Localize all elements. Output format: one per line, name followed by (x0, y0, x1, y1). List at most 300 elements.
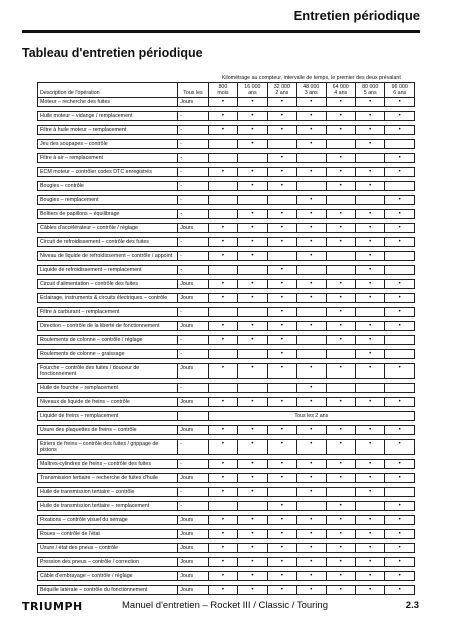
operation-frequency: - (178, 266, 208, 275)
col-desc-header: Description de l'opération (38, 83, 178, 98)
operation-frequency: Jours (178, 98, 208, 107)
interval-mark: • (326, 210, 355, 219)
table-row (38, 502, 415, 511)
interval-mark: • (208, 516, 237, 525)
interval-mark: • (238, 252, 267, 261)
operation-frequency: - (178, 182, 208, 191)
interval-mark: • (238, 488, 267, 497)
interval-mark: • (297, 516, 326, 525)
operation-description: Moteur – recherche des fuites (38, 98, 178, 107)
operation-description: Câbles d'accélérateur – contrôle / réglage (38, 224, 178, 233)
interval-mark: • (238, 558, 267, 567)
brand-logo: TRIUMPH (22, 600, 83, 613)
interval-mark: • (326, 280, 355, 289)
interval-mark: • (267, 280, 296, 289)
interval-mark: • (208, 294, 237, 303)
operation-description: Transmission tertiaire – recherche de fuites d'huile (38, 474, 178, 483)
interval-mark: • (267, 544, 296, 553)
interval-mark (385, 350, 415, 359)
interval-mark: • (385, 126, 415, 135)
interval-mark: • (355, 238, 384, 247)
interval-mark: • (326, 182, 355, 191)
row-gap (38, 595, 415, 600)
interval-mark: • (267, 238, 296, 247)
interval-mark: • (355, 266, 384, 275)
interval-mark (355, 308, 384, 317)
operation-frequency: Jours (178, 558, 208, 567)
interval-mark: • (326, 474, 355, 483)
operation-description: Niveaux de liquide de freins – contrôle (38, 398, 178, 407)
interval-time: 2 ans (275, 90, 289, 96)
interval-mark (297, 350, 326, 359)
operation-description: Circuit de refroidissement – contrôle des fuites (38, 238, 178, 247)
interval-mark: • (297, 426, 326, 435)
interval-mark (238, 308, 267, 317)
interval-km: 48 000 (303, 84, 320, 90)
table-row (38, 224, 415, 233)
interval-mark (297, 308, 326, 317)
operation-frequency: - (178, 350, 208, 359)
operation-description: Liquide de freins – remplacement (38, 412, 178, 421)
interval-time: 4 ans (334, 90, 348, 96)
operation-description: Maîtres-cylindres de freins – contrôle des fuites (38, 460, 178, 469)
interval-mark: • (208, 168, 237, 177)
interval-mark: • (267, 558, 296, 567)
operation-frequency: Jours (178, 224, 208, 233)
interval-mark: • (238, 322, 267, 331)
interval-header (385, 83, 415, 98)
interval-mark: • (238, 168, 267, 177)
interval-mark: • (208, 252, 237, 261)
interval-mark (355, 502, 384, 511)
operation-frequency: Jours (178, 530, 208, 539)
interval-mark (355, 196, 384, 205)
row-gap-cell (38, 595, 415, 600)
interval-mark: • (267, 460, 296, 469)
interval-mark (267, 140, 296, 149)
interval-mark: • (297, 224, 326, 233)
interval-mark: • (208, 586, 237, 595)
interval-mark: • (297, 112, 326, 121)
interval-time: mois (217, 90, 229, 96)
interval-mark: • (326, 586, 355, 595)
interval-mark (385, 266, 415, 275)
operation-description: Câble d'embrayage – contrôle / réglage (38, 572, 178, 581)
interval-mark: • (208, 126, 237, 135)
interval-mark: • (208, 224, 237, 233)
interval-mark: • (326, 168, 355, 177)
operation-description: Jeu des soupapes – contrôle (38, 140, 178, 149)
interval-mark: • (297, 168, 326, 177)
operation-frequency: - (178, 112, 208, 121)
interval-mark: • (238, 294, 267, 303)
operation-frequency: - (178, 168, 208, 177)
interval-mark (208, 196, 237, 205)
interval-mark: • (208, 112, 237, 121)
table-row (38, 126, 415, 135)
interval-mark: • (355, 252, 384, 261)
interval-mark (385, 336, 415, 345)
interval-mark: • (385, 398, 415, 407)
km-header: Kilométrage au compteur, intervalle de temps, le premier des deux prévalant (208, 74, 414, 83)
interval-mark: • (326, 322, 355, 331)
interval-mark: • (385, 586, 415, 595)
interval-mark (385, 140, 415, 149)
interval-mark: • (355, 210, 384, 219)
interval-mark: • (326, 544, 355, 553)
operation-description: Huile de fourche – remplacement (38, 384, 178, 393)
interval-mark: • (238, 126, 267, 135)
interval-mark (297, 266, 326, 275)
interval-mark: • (297, 572, 326, 581)
interval-mark: • (208, 398, 237, 407)
table-row (38, 140, 415, 149)
table-row (38, 440, 415, 455)
operation-frequency: - (178, 488, 208, 497)
interval-mark: • (267, 294, 296, 303)
operation-description: Filtre à carburant – remplacement (38, 308, 178, 317)
interval-mark: • (297, 530, 326, 539)
interval-mark (267, 488, 296, 497)
interval-mark: • (326, 440, 355, 455)
interval-mark (326, 140, 355, 149)
interval-mark: • (355, 460, 384, 469)
interval-mark: • (326, 238, 355, 247)
interval-mark: • (267, 426, 296, 435)
interval-mark: • (297, 210, 326, 219)
interval-mark: • (238, 530, 267, 539)
interval-mark: • (238, 112, 267, 121)
interval-mark: • (355, 322, 384, 331)
table-row (38, 154, 415, 163)
interval-mark: • (238, 182, 267, 191)
interval-mark (208, 154, 237, 163)
interval-mark: • (297, 398, 326, 407)
interval-mark (326, 196, 355, 205)
interval-mark: • (355, 586, 384, 595)
interval-mark: • (267, 398, 296, 407)
table-row (38, 544, 415, 553)
interval-mark: • (385, 154, 415, 163)
interval-mark: • (385, 440, 415, 455)
interval-mark: • (238, 224, 267, 233)
interval-mark: • (267, 126, 296, 135)
interval-mark: • (238, 586, 267, 595)
interval-mark: • (238, 364, 267, 379)
interval-mark: • (385, 502, 415, 511)
interval-mark: • (326, 426, 355, 435)
interval-mark: • (267, 98, 296, 107)
interval-mark: • (297, 384, 326, 393)
interval-header (326, 83, 355, 98)
interval-mark: • (267, 586, 296, 595)
operation-frequency: - (178, 384, 208, 393)
interval-mark: • (297, 280, 326, 289)
interval-mark (267, 384, 296, 393)
interval-mark: • (208, 544, 237, 553)
interval-mark: • (355, 294, 384, 303)
operation-frequency: Jours (178, 572, 208, 581)
interval-mark (355, 154, 384, 163)
interval-mark: • (326, 126, 355, 135)
interval-mark (238, 384, 267, 393)
interval-mark: • (267, 168, 296, 177)
interval-mark: • (355, 280, 384, 289)
interval-mark: • (267, 308, 296, 317)
interval-mark: • (267, 364, 296, 379)
interval-mark: • (208, 572, 237, 581)
interval-mark: • (385, 280, 415, 289)
interval-mark: • (297, 544, 326, 553)
interval-mark: • (267, 112, 296, 121)
interval-mark: • (238, 426, 267, 435)
operation-frequency: Jours (178, 516, 208, 525)
interval-mark (385, 252, 415, 261)
interval-mark: • (355, 440, 384, 455)
table-row (38, 168, 415, 177)
interval-mark: • (355, 98, 384, 107)
interval-mark: • (355, 112, 384, 121)
operation-frequency: Jours (178, 426, 208, 435)
interval-mark: • (326, 530, 355, 539)
interval-mark: • (326, 112, 355, 121)
interval-time: 6 ans (393, 90, 407, 96)
table-row (38, 384, 415, 393)
interval-mark: • (385, 364, 415, 379)
interval-mark: • (208, 488, 237, 497)
interval-mark: • (326, 308, 355, 317)
table-row (38, 572, 415, 581)
interval-mark: • (385, 98, 415, 107)
interval-note: Tous les 2 ans (208, 412, 414, 421)
interval-mark: • (297, 140, 326, 149)
interval-mark: • (267, 336, 296, 345)
interval-km: 80 000 (362, 84, 379, 90)
page-title: Tableau d'entretien périodique (22, 46, 203, 60)
operation-description: Roulements de colonne – contrôle / réglage (38, 336, 178, 345)
operation-frequency: - (178, 460, 208, 469)
operation-frequency: - (178, 210, 208, 219)
interval-mark: • (355, 558, 384, 567)
interval-mark: • (385, 530, 415, 539)
operation-frequency: Jours (178, 398, 208, 407)
interval-mark: • (238, 280, 267, 289)
interval-mark: • (385, 426, 415, 435)
interval-mark: • (355, 488, 384, 497)
interval-mark (326, 252, 355, 261)
table-row (38, 398, 415, 407)
interval-mark (355, 384, 384, 393)
interval-mark: • (238, 210, 267, 219)
interval-mark: • (326, 294, 355, 303)
table-row (38, 530, 415, 539)
interval-mark: • (355, 398, 384, 407)
operation-description: ECM moteur – contrôler codes DTC enregistrés (38, 168, 178, 177)
table-row (38, 210, 415, 219)
interval-mark: • (238, 140, 267, 149)
interval-mark: • (208, 238, 237, 247)
interval-mark: • (208, 280, 237, 289)
operation-description: Eclairage, instruments & circuits électriques – contrôle (38, 294, 178, 303)
interval-mark: • (267, 210, 296, 219)
interval-mark: • (267, 322, 296, 331)
interval-mark (385, 182, 415, 191)
interval-mark: • (238, 474, 267, 483)
interval-mark: • (355, 126, 384, 135)
interval-mark: • (355, 544, 384, 553)
interval-mark: • (326, 558, 355, 567)
operation-description: Usure / état des pneus – contrôle (38, 544, 178, 553)
interval-mark (326, 488, 355, 497)
interval-time: ans (248, 90, 257, 96)
interval-mark: • (385, 516, 415, 525)
interval-mark (238, 350, 267, 359)
interval-mark: • (297, 440, 326, 455)
interval-mark (297, 154, 326, 163)
interval-mark (297, 502, 326, 511)
operation-frequency: Jours (178, 474, 208, 483)
operation-description: Etriers de freins – contrôle des fuites / grippage de pistons (38, 440, 178, 455)
interval-mark: • (385, 572, 415, 581)
interval-mark: • (267, 530, 296, 539)
interval-mark: • (355, 364, 384, 379)
interval-mark: • (326, 224, 355, 233)
interval-mark (208, 140, 237, 149)
interval-mark: • (326, 572, 355, 581)
interval-mark: • (326, 98, 355, 107)
interval-mark: • (355, 572, 384, 581)
table-row (38, 426, 415, 435)
interval-mark: • (297, 474, 326, 483)
interval-mark: • (385, 308, 415, 317)
interval-mark (297, 182, 326, 191)
footer-text: Manuel d'entretien – Rocket III / Classic / Touring (122, 600, 328, 611)
interval-mark (297, 336, 326, 345)
interval-mark: • (267, 350, 296, 359)
interval-mark: • (326, 336, 355, 345)
interval-mark: • (238, 516, 267, 525)
table-row (38, 336, 415, 345)
interval-mark: • (267, 474, 296, 483)
interval-mark: • (355, 336, 384, 345)
operation-frequency: - (178, 140, 208, 149)
interval-mark: • (385, 322, 415, 331)
operation-description: Boîtiers de papillons – équilibrage (38, 210, 178, 219)
interval-mark: • (208, 460, 237, 469)
operation-description: Roues – contrôle de l'état (38, 530, 178, 539)
interval-mark: • (385, 294, 415, 303)
interval-mark (267, 252, 296, 261)
operation-description: Roulements de colonne – graissage (38, 350, 178, 359)
interval-mark: • (297, 126, 326, 135)
table-row (38, 322, 415, 331)
table-row (38, 98, 415, 107)
interval-km: 32 000 (273, 84, 290, 90)
operation-frequency: - (178, 440, 208, 455)
operation-description: Circuit d'alimentation – contrôle des fuites (38, 280, 178, 289)
interval-mark: • (208, 322, 237, 331)
interval-mark: • (355, 224, 384, 233)
interval-mark: • (326, 516, 355, 525)
interval-header (355, 83, 384, 98)
interval-mark: • (238, 572, 267, 581)
operation-description: Béquille latérale – contrôle du fonctionnement (38, 586, 178, 595)
interval-mark: • (355, 140, 384, 149)
interval-header (297, 83, 326, 98)
operation-frequency: Jours (178, 544, 208, 553)
operation-description: Niveau de liquide de refroidissement – contrôle / appoint (38, 252, 178, 261)
table-row (38, 182, 415, 191)
interval-mark (208, 266, 237, 275)
interval-mark (208, 182, 237, 191)
interval-mark: • (385, 544, 415, 553)
interval-mark: • (385, 210, 415, 219)
interval-mark: • (355, 516, 384, 525)
operation-description: Direction – contrôle de la liberté de fonctionnement (38, 322, 178, 331)
interval-mark: • (385, 224, 415, 233)
interval-km: 800 (218, 84, 228, 90)
interval-mark: • (238, 98, 267, 107)
interval-mark (267, 196, 296, 205)
table-row (38, 280, 415, 289)
interval-mark (326, 266, 355, 275)
interval-mark: • (208, 98, 237, 107)
operation-frequency: Jours (178, 322, 208, 331)
interval-mark: • (267, 266, 296, 275)
interval-mark: • (208, 440, 237, 455)
interval-mark: • (267, 224, 296, 233)
interval-mark (208, 308, 237, 317)
operation-description: Huile de transmission tertiaire – contrôle (38, 488, 178, 497)
interval-mark: • (326, 154, 355, 163)
table-row (38, 460, 415, 469)
interval-time: 3 ans (304, 90, 318, 96)
interval-mark: • (208, 558, 237, 567)
operation-frequency: Jours (178, 294, 208, 303)
interval-mark: • (297, 252, 326, 261)
interval-mark: • (385, 238, 415, 247)
interval-mark (208, 502, 237, 511)
interval-mark: • (267, 440, 296, 455)
interval-mark (238, 196, 267, 205)
interval-mark: • (238, 336, 267, 345)
interval-mark: • (208, 426, 237, 435)
interval-mark: • (267, 154, 296, 163)
interval-mark (238, 154, 267, 163)
operation-description: Filtre à air – remplacement (38, 154, 178, 163)
interval-header (238, 83, 267, 98)
interval-mark: • (297, 98, 326, 107)
maintenance-table (37, 74, 415, 599)
interval-mark: • (355, 168, 384, 177)
interval-mark: • (267, 182, 296, 191)
interval-mark: • (297, 238, 326, 247)
table-row (38, 294, 415, 303)
operation-description: Fourche – contrôle des fuites / douceur de fonctionnement (38, 364, 178, 379)
table-row (38, 516, 415, 525)
table-row (38, 350, 415, 359)
interval-mark: • (208, 530, 237, 539)
interval-mark: • (385, 112, 415, 121)
table-row (38, 196, 415, 205)
interval-mark: • (238, 398, 267, 407)
interval-time: 5 ans (363, 90, 377, 96)
interval-mark: • (208, 336, 237, 345)
page-header (0, 0, 449, 30)
operation-description: Bougies – contrôle (38, 182, 178, 191)
operation-frequency: - (178, 126, 208, 135)
interval-mark: • (355, 426, 384, 435)
